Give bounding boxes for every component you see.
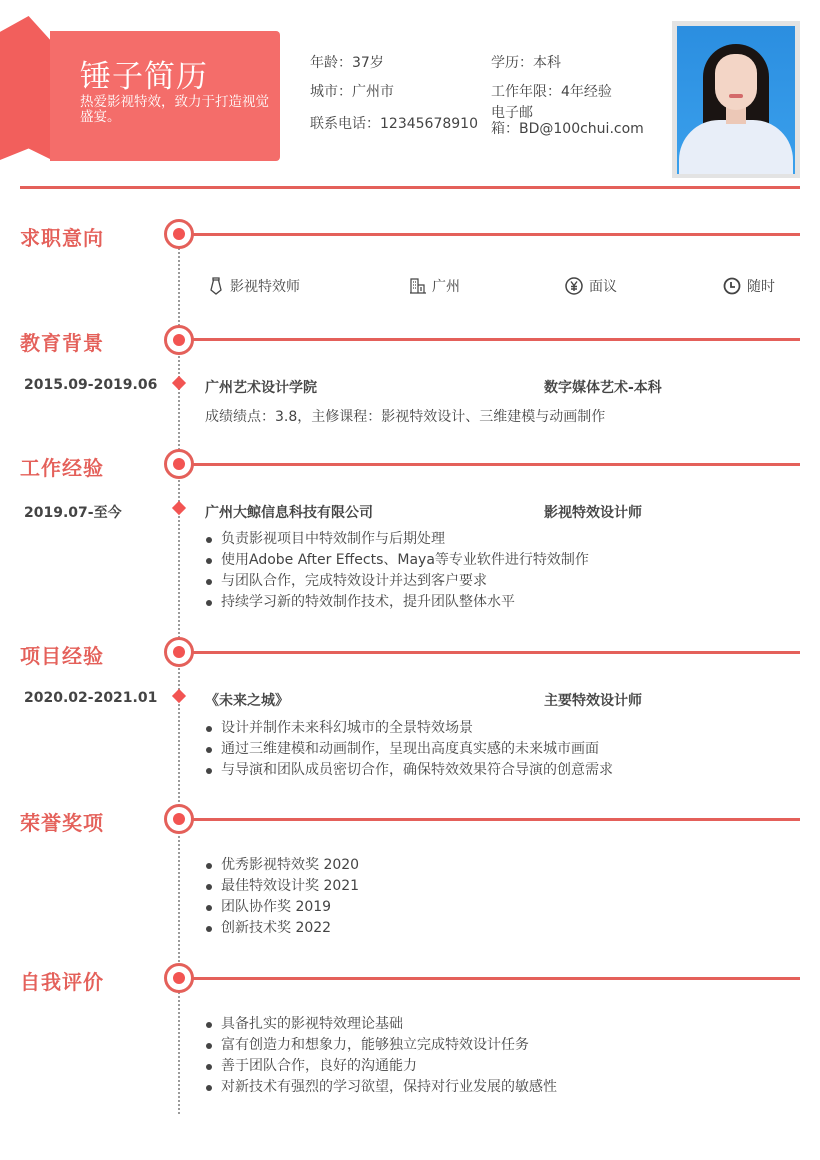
info-age: 年龄：37岁	[310, 55, 384, 71]
resume-motto: 热爱影视特效，致力于打造视觉盛宴。	[80, 94, 269, 125]
section-title-intent: 求职意向	[20, 226, 104, 250]
list-item: 团队协作奖 2019	[205, 897, 359, 918]
project-bullets	[205, 718, 613, 781]
list-item: 与导演和团队成员密切合作，确保特效效果符合导演的创意需求	[205, 760, 613, 781]
list-item: 创新技术奖 2022	[205, 918, 359, 939]
yen-icon	[565, 277, 583, 295]
intent-position-label: 影视特效师	[230, 279, 300, 295]
section-title-honors: 荣誉奖项	[20, 811, 104, 835]
timeline-node-icon	[164, 325, 194, 355]
section-divider	[193, 818, 800, 821]
project-name: 《未来之城》	[205, 693, 289, 709]
timeline-node-icon	[164, 219, 194, 249]
entry-diamond-icon	[172, 689, 186, 703]
education-date: 2015.09-2019.06	[24, 377, 158, 393]
list-item: 最佳特效设计奖 2021	[205, 876, 359, 897]
clock-icon	[723, 277, 741, 295]
honors-bullets	[205, 855, 359, 939]
project-role: 主要特效设计师	[544, 693, 642, 709]
tie-icon	[208, 277, 224, 295]
list-item: 设计并制作未来科幻城市的全景特效场景	[205, 718, 613, 739]
project-date: 2020.02-2021.01	[24, 690, 158, 706]
info-email-value: 箱：BD@100chui.com	[491, 121, 644, 137]
section-divider	[193, 338, 800, 341]
header-divider	[20, 186, 800, 189]
timeline-node-icon	[164, 804, 194, 834]
list-item: 持续学习新的特效制作技术，提升团队整体水平	[205, 592, 589, 613]
section-title-education: 教育背景	[20, 331, 104, 355]
section-title-self-eval: 自我评价	[20, 970, 104, 994]
timeline-node-icon	[164, 449, 194, 479]
entry-diamond-icon	[172, 501, 186, 515]
list-item: 具备扎实的影视特效理论基础	[205, 1014, 557, 1035]
list-item: 负责影视项目中特效制作与后期处理	[205, 529, 589, 550]
list-item: 富有创造力和想象力，能够独立完成特效设计任务	[205, 1035, 557, 1056]
info-city: 城市：广州市	[310, 84, 394, 100]
list-item: 通过三维建模和动画制作，呈现出高度真实感的未来城市画面	[205, 739, 613, 760]
header-ribbon-fold	[0, 16, 52, 160]
education-description: 成绩绩点：3.8，主修课程：影视特效设计、三维建模与动画制作	[205, 409, 606, 425]
work-bullets	[205, 529, 589, 613]
timeline-node-icon	[164, 637, 194, 667]
list-item: 优秀影视特效奖 2020	[205, 855, 359, 876]
self-eval-bullets	[205, 1014, 557, 1098]
list-item: 善于团队合作，良好的沟通能力	[205, 1056, 557, 1077]
work-role: 影视特效设计师	[544, 505, 642, 521]
list-item: 与团队合作，完成特效设计并达到客户要求	[205, 571, 589, 592]
info-email	[491, 105, 644, 137]
work-date: 2019.07-至今	[24, 505, 122, 521]
intent-position	[208, 276, 300, 296]
intent-salary-label: 面议	[589, 279, 617, 295]
info-experience-years: 工作年限：4年经验	[491, 84, 612, 100]
education-school: 广州艺术设计学院	[205, 380, 317, 396]
intent-availability-label: 随时	[747, 279, 775, 295]
info-phone: 联系电话：12345678910	[310, 116, 478, 132]
info-education: 学历：本科	[491, 55, 561, 71]
profile-photo-frame	[672, 21, 800, 178]
timeline-node-icon	[164, 963, 194, 993]
section-divider	[193, 651, 800, 654]
resume-name: 锤子简历	[80, 59, 208, 95]
building-icon	[410, 278, 426, 294]
intent-city	[410, 276, 460, 296]
intent-city-label: 广州	[432, 279, 460, 295]
entry-diamond-icon	[172, 376, 186, 390]
section-divider	[193, 463, 800, 466]
education-major: 数字媒体艺术-本科	[544, 380, 662, 396]
list-item: 对新技术有强烈的学习欲望，保持对行业发展的敏感性	[205, 1077, 557, 1098]
profile-photo	[677, 26, 795, 174]
section-title-project: 项目经验	[20, 644, 104, 668]
work-company: 广州大鲸信息科技有限公司	[205, 505, 373, 521]
section-divider	[193, 233, 800, 236]
list-item: 使用Adobe After Effects、Maya等专业软件进行特效制作	[205, 550, 589, 571]
intent-salary	[565, 276, 617, 296]
header-banner	[50, 31, 280, 161]
section-divider	[193, 977, 800, 980]
intent-availability	[723, 276, 775, 296]
section-title-work: 工作经验	[20, 456, 104, 480]
info-email-label: 电子邮	[491, 105, 533, 121]
